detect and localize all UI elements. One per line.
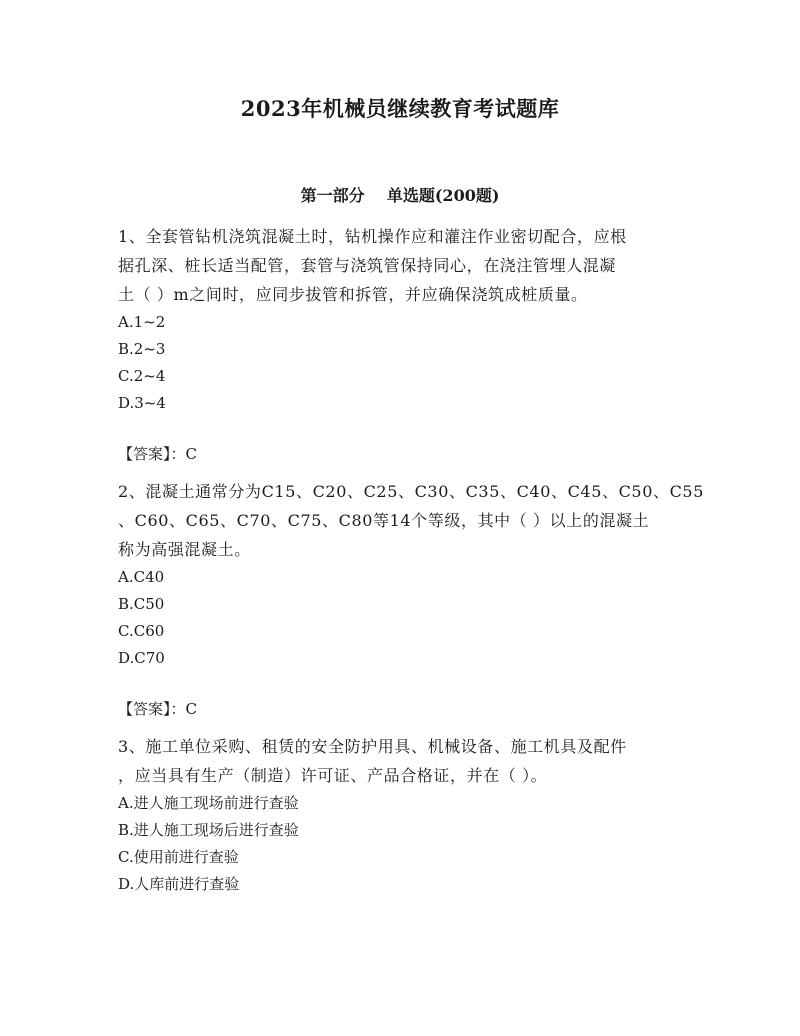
question-list — [118, 222, 704, 898]
option-c: C.2~4 — [118, 367, 166, 385]
question-3 — [118, 732, 682, 898]
option-list — [118, 309, 682, 417]
option-c: C.使用前进行查验 — [118, 848, 239, 866]
option-d: D.C70 — [118, 649, 165, 667]
option-b: B.2~3 — [118, 340, 166, 358]
question-text-line: 称为高强混凝土。 — [118, 540, 251, 559]
option-a: A.进人施工现场前进行查验 — [118, 794, 299, 812]
option-b: B.进人施工现场后进行查验 — [118, 821, 299, 839]
section-title: 第一部分 单选题(200题) — [300, 186, 500, 205]
question-1 — [118, 222, 682, 469]
question-text-line: 3、施工单位采购、租赁的安全防护用具、机械设备、施工机具及配件 — [118, 737, 627, 756]
spacer — [118, 469, 682, 477]
option-a: A.1~2 — [118, 313, 166, 331]
question-text-line: ，应当具有生产（制造）许可证、产品合格证，并在（ ）。 — [118, 766, 548, 785]
answer-line: 【答案】：C — [118, 445, 197, 463]
question-text-line: 2、混凝土通常分为C15、C20、C25、C30、C35、C40、C45、C50、C55 — [118, 482, 704, 501]
question-text-line: 据孔深、桩长适当配管，套管与浇筑管保持同心，在浇注管埋人混凝 — [118, 256, 617, 275]
question-text-line: 1、全套管钻机浇筑混凝土时，钻机操作应和灌注作业密切配合，应根 — [118, 227, 627, 246]
option-list — [118, 790, 682, 898]
option-d: D.3~4 — [118, 394, 166, 412]
question-2 — [118, 477, 704, 724]
spacer — [118, 724, 682, 732]
answer-line: 【答案】：C — [118, 700, 197, 718]
option-list — [118, 564, 682, 672]
question-text-line: 、C60、C65、C70、C75、C80等14个等级，其中（ ）以上的混凝土 — [118, 511, 650, 530]
option-b: B.C50 — [118, 595, 165, 613]
question-text-line: 土（ ）m之间时，应同步拔管和拆管，并应确保浇筑成桩质量。 — [118, 285, 588, 304]
option-d: D.人库前进行查验 — [118, 875, 240, 893]
option-a: A.C40 — [118, 568, 165, 586]
document-title: 2023年机械员继续教育考试题库 — [240, 96, 560, 121]
option-c: C.C60 — [118, 622, 165, 640]
